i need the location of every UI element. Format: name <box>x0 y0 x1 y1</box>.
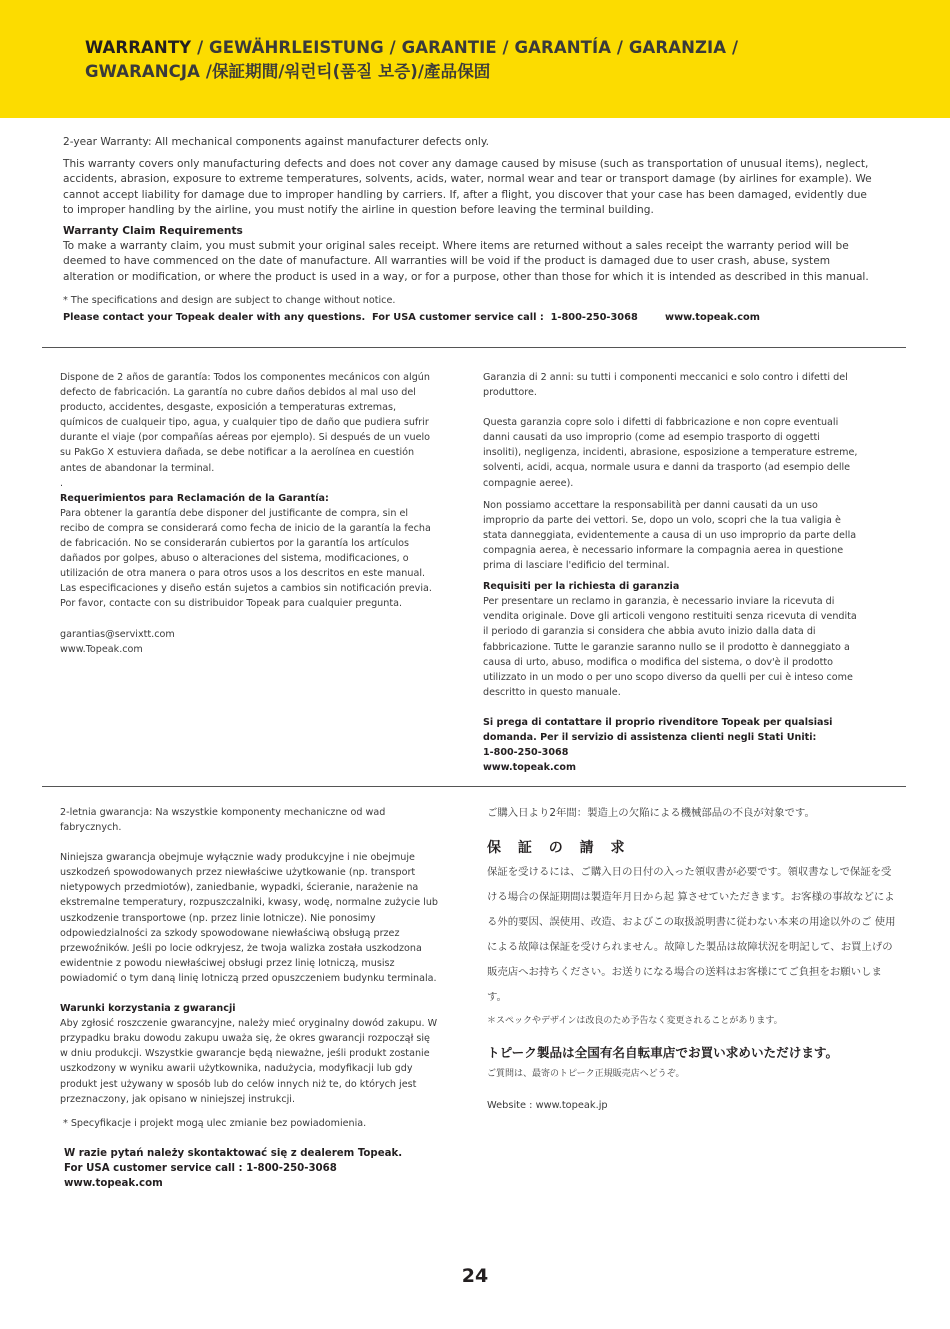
spanish-section <box>60 370 438 657</box>
es-email: garantias@servixtt.com <box>60 628 175 640</box>
it-heading: Requisiti per la richiesta di garanzia <box>483 581 680 593</box>
pl-note: * Specyfikacje i projekt mogą ulec zmianie bez powiadomienia. <box>63 1117 367 1129</box>
title-line2: GWARANCJA /保証期間/워런티(품질 보증)/產品保固 <box>85 62 491 81</box>
page-title <box>85 36 865 84</box>
es-dot: . <box>60 477 64 489</box>
es-web: www.Topeak.com <box>60 643 143 655</box>
header-banner <box>0 0 950 118</box>
page-number: 24 <box>461 1265 489 1287</box>
it-paragraph-4: Per presentare un reclamo in garanzia, è necessario inviare la ricevuta di vendita originale. Dove gli articoli vengono restituiti senza ricevuta di vendita il periodo di garanzia si considera che abbia avuto inizio dalla data di fabbricazione. Tutte le garanzie saranno nullo se il prodotto è danneggiato a causa di urto, abuso, modifica o modifica del sistema, o dov'è il prodotto utilizzato in un modo o per uno scopo diverso da quelli per cui è inteso come descritto in questo manuale. <box>483 596 857 698</box>
es-paragraph-3: Las especificaciones y diseño están sujetos a cambios sin notificación previa. <box>60 583 432 595</box>
es-paragraph-2: Para obtener la garantía debe disponer del justificante de compra, sin el recibo de compra se considerará como fecha de inicio de la garantía la fecha de fabricación. No se considerarán cubiertos por la garantía los artículos dañados por golpes, abuso o alteraciones del sistema, modificaciones, o utilización de otra manera o para otros usos a los descritos en este manual. <box>60 507 431 580</box>
it-paragraph-2: Questa garanzia copre solo i difetti di fabbricazione e non copre eventuali danni causati da uso improprio (come ad esempio trasporto di oggetti insoliti), negligenza, incidenti, abrasione, esposizione a temperature estreme, solventi, acidi, acqua, normale usura e danni da trasporto (ad esempio delle compagnie aeree). <box>483 417 858 489</box>
pl-paragraph-2: Niniejsza gwarancja obejmuje wyłącznie wady produkcyjne i nie obejmuje uszkodzeń spowodowanych przez niewłaściwe użytkowanie (np. transport nietypowych przedmiotów), zaniedbanie, wypadki, ścieranie, narażenie na ekstremalne temperatury, rozpuszczalniki, kwasy, wodę, normalne zużycie lub uszkodzenie transportowe (np. przez linie lotnicze). Nie ponosimy odpowiedzialności za szkody spowodowane niewłaściwą obsługą przez przewoźników. Jeśli po locie odkryjesz, że twoja walizka została uszkodzona ewidentnie z powodu niewłaściwej obsługi przez linię lotniczą, musisz powiadomić o tym daną linię lotniczą przed opuszczeniem budynku terminala. <box>60 852 438 984</box>
pl-paragraph-1: 2-letnia gwarancja: Na wszystkie komponenty mechaniczne od wad fabrycznych. <box>60 807 386 834</box>
italian-section <box>483 370 861 775</box>
en-paragraph-1: 2-year Warranty: All mechanical components against manufacturer defects only. <box>63 136 489 148</box>
en-note: * The specifications and design are subject to change without notice. <box>63 294 396 306</box>
pl-heading: Warunki korzystania z gwarancji <box>60 1003 236 1015</box>
it-paragraph-1: Garanzia di 2 anni: su tutti i componenti meccanici e solo contro i difetti del produttore. <box>483 372 848 399</box>
divider-1 <box>42 347 906 348</box>
es-paragraph-1: Dispone de 2 años de garantía: Todos los componentes mecánicos con algún defecto de fabricación. La garantía no cubre daños debidos al mal uso del producto, accidentes, desgaste, exposición a temperaturas extremas, químicos de cualqueir tipo, agua, y cualquier tipo de daño que pudiera sufrir durante el viaje (por compañías aéreas por ejemplo). Si después de un vuelo su PakGo X estuviera dañada, se debe notificar a la aerolínea en cuestión antes de abandonar la terminal. <box>60 372 431 474</box>
jp-ask: ご質問は、最寄のトピーク正規販売店へどうぞ。 <box>487 1069 685 1079</box>
pl-contact: W razie pytań należy skontaktować się z dealerem Topeak. For USA customer service call : 1-800-250-3068 www.topeak.com <box>64 1147 403 1190</box>
es-paragraph-4: Por favor, contacte con su distribuidor Topeak para cualquier pregunta. <box>60 598 403 610</box>
title-line1-rest: / GEWÄHRLEISTUNG / GARANTIE / GARANTÍA / GARANZIA / <box>191 38 739 57</box>
title-warranty: WARRANTY <box>85 38 192 57</box>
jp-website: Website : www.topeak.jp <box>487 1100 608 1111</box>
it-contact: Si prega di contattare il proprio rivenditore Topeak per qualsiasi domanda. Per il servizio di assistenza clienti negli Stati Uniti: 1-800-250-3068 www.topeak.com <box>483 716 833 774</box>
english-section <box>63 135 878 325</box>
jp-heading: 保 証 の 請 求 <box>487 840 631 856</box>
en-paragraph-3: To make a warranty claim, you must submit your original sales receipt. Where items are returned without a sales receipt the warranty period will be deemed to have commenced on the date of manufacture. All warranties will be void if the product is damaged due to user crash, abuse, system alteration or modification, or where the product is used in a way, or for a purpose, other than those for which it is intended as described in this manual. <box>63 240 869 283</box>
pl-paragraph-3: Aby zgłosić roszczenie gwarancyjne, należy mieć oryginalny dowód zakupu. W przypadku braku dowodu zakupu uważa się, że okres gwarancji rozpoczął się w dniu produkcji. Wszystkie gwarancje będą nieważne, jeśli produkt zostanie uszkodzony w wyniku awarii użytkownika, nadużycia, modyfikacji lub gdy produkt jest używany w sposób lub do celów innych niż te, do których jest przeznaczony, jak opisano w niniejszej instrukcji. <box>60 1018 438 1105</box>
jp-strong: トピーク製品は全国有名自転車店でお買い求めいただけます。 <box>487 1045 839 1060</box>
polish-section <box>60 805 438 1191</box>
divider-2 <box>42 786 906 787</box>
en-claim-heading: Warranty Claim Requirements <box>63 225 243 238</box>
jp-paragraph-2: 保証を受けるには、ご購入日の日付の入った領収書が必要です。領収書なしで保証を受ける場合の保証期間は製造年月日から起 算させていただきます。お客様の事故などによる外的要因、誤使用、改造、およびこの取扱説明書に従わない本来の用途以外のご 使用による故障は保証を受けられません。故障した製品は故障状況を明記して、お買上げの販売店へお持ちください。お送りになる場合の送料はお客様にてご負担をお願いします。 <box>487 866 896 1003</box>
en-paragraph-2: This warranty covers only manufacturing defects and does not cover any damage caused by misuse (such as transportation of unusual items), neglect, accidents, abrasion, exposure to extreme temperatures, solvents, acids, water, normal wear and tear or transport damage (by airlines for example). We cannot accept liability for damage due to improper handling by carriers. If, after a flight, you discover that your case has been damaged, evidently due to improper handling by the airline, you must notify the airline in question before leaving the terminal building. <box>63 158 872 216</box>
es-heading: Requerimientos para Reclamación de la Garantía: <box>60 492 329 504</box>
it-paragraph-3: Non possiamo accettare la responsabilità per danni causati da un uso improprio da parte dei vettori. Se, dopo un volo, scopri che la tua valigia è stata danneggiata, evidentemente a causa di un uso improprio da parte della compagnia aerea, è necessario informare la compagnia aerea in questione prima di lasciare l'edificio del terminal. <box>483 499 857 572</box>
jp-paragraph-1: ご購入日より2年間：製造上の欠陥による機械部品の不良が対象です。 <box>487 807 815 819</box>
en-contact: Please contact your Topeak dealer with any questions. For USA customer service call : 1-800-250-3068 www.topeak.com <box>63 312 760 324</box>
jp-note: ＊スペックやデザインは改良のため予告なく変更されることがあります。 <box>487 1016 783 1026</box>
japanese-section <box>487 802 897 1113</box>
